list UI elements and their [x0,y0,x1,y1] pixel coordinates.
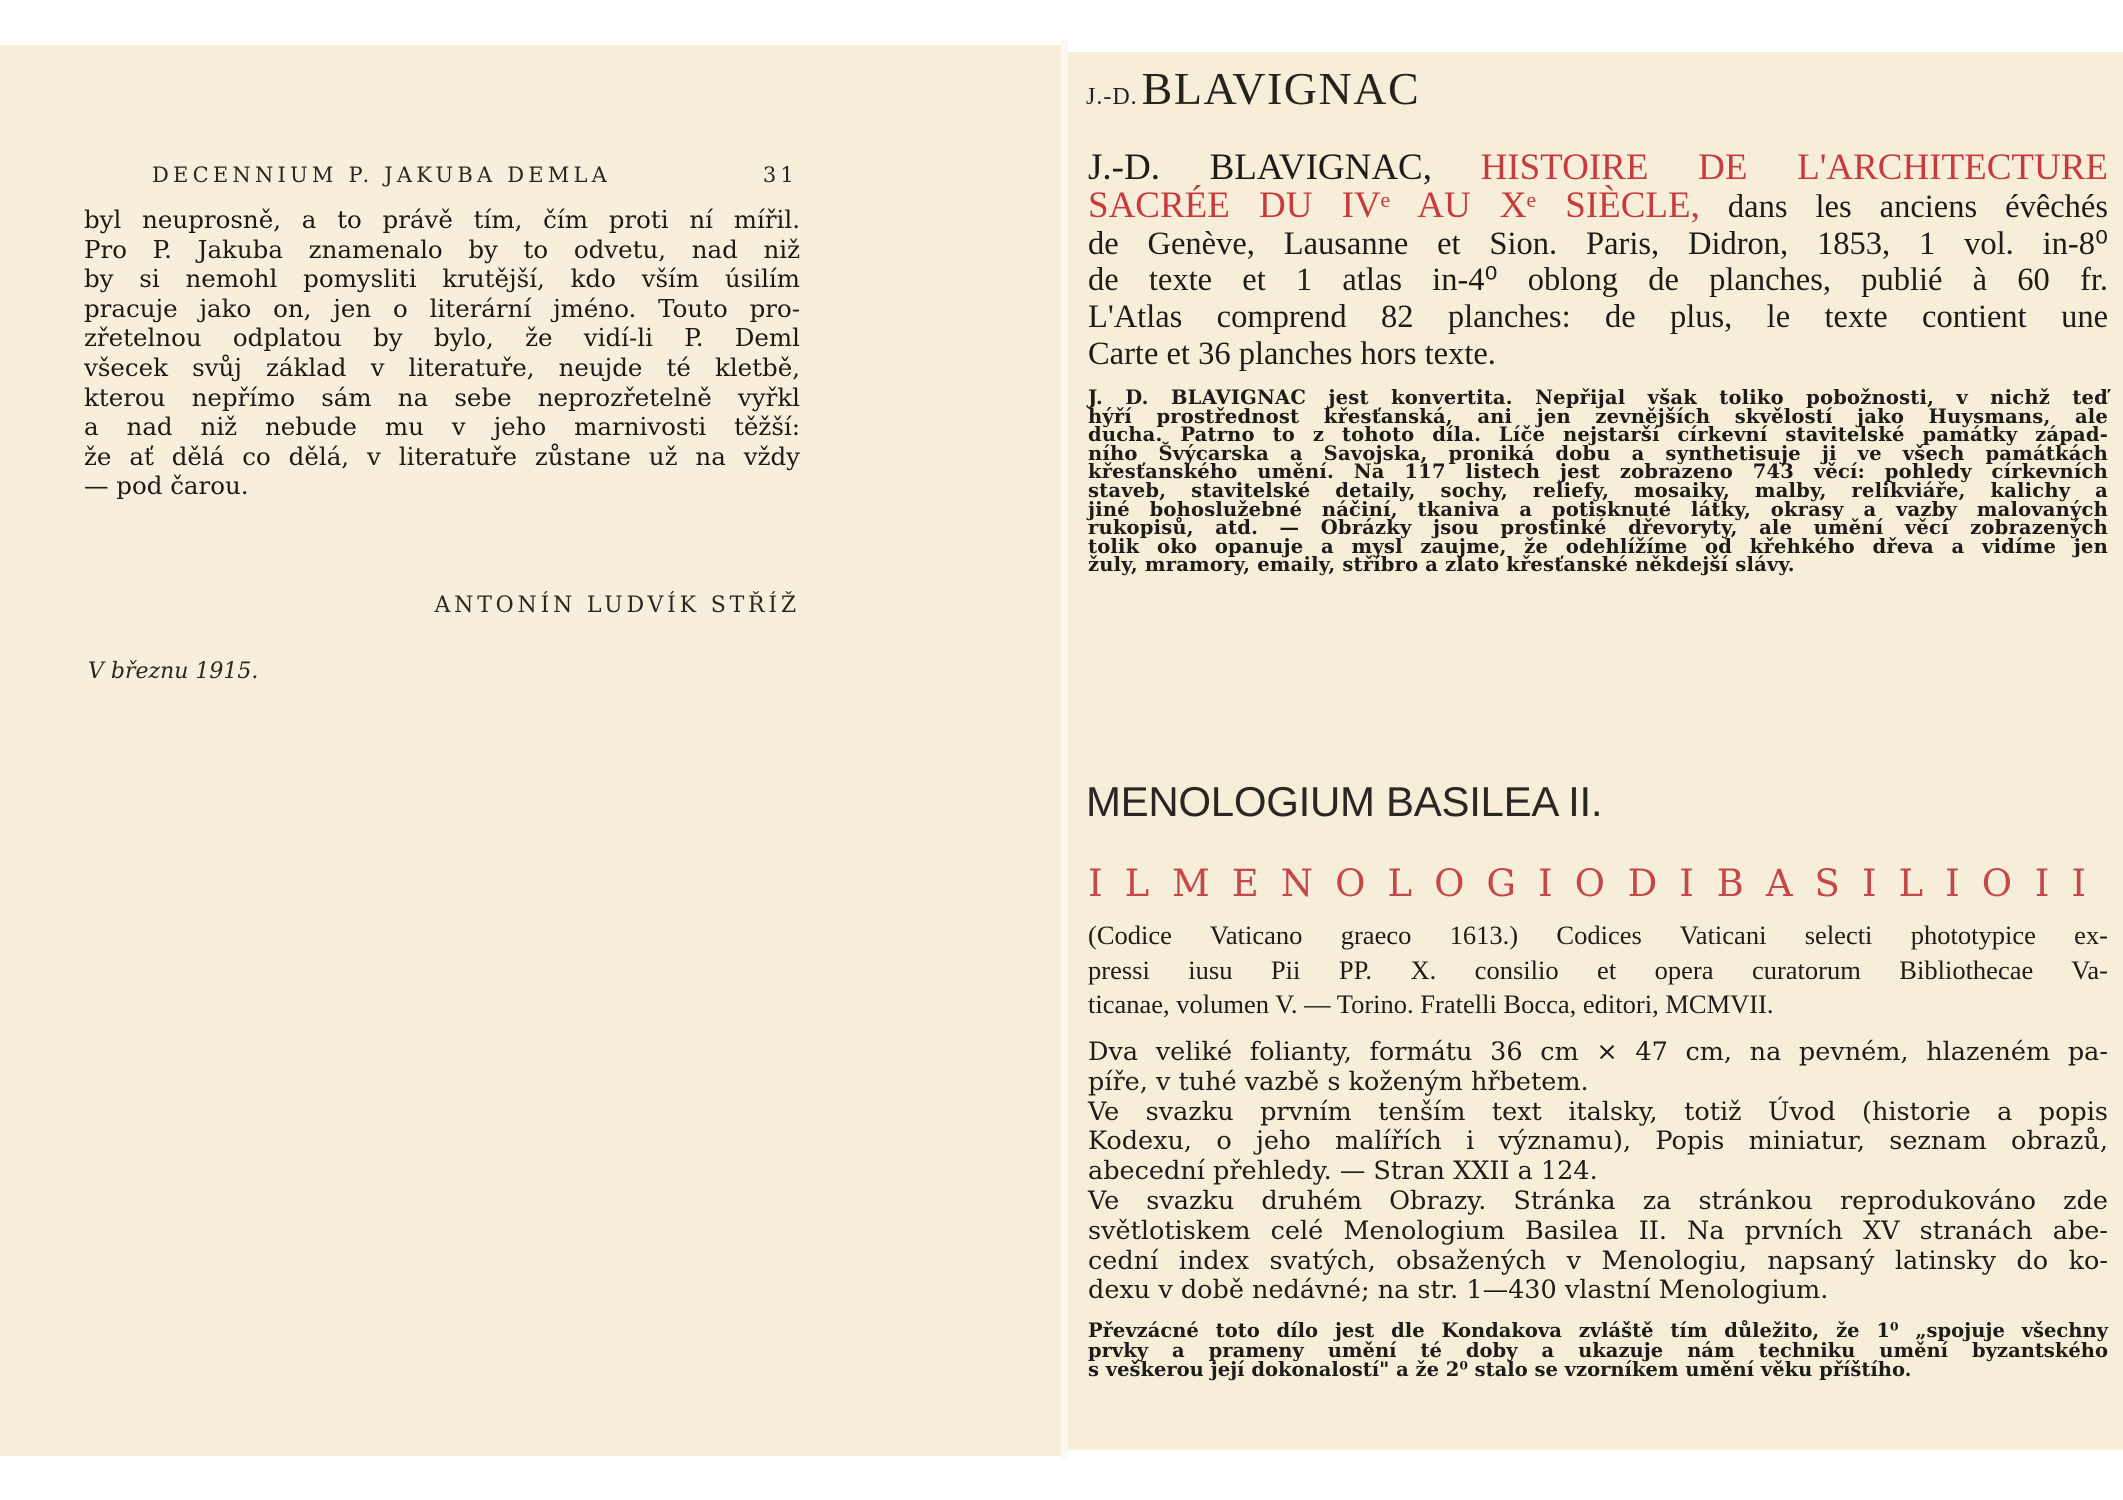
book-gutter [1061,40,1068,1460]
subtitle-word: II [2034,862,2108,905]
review-line: rukopisů, atd. — Obrázky jsou prostinké dřevoryty, ale umění věcí zobrazených [1088,516,2108,540]
text-line: byl neuprosně, a to právě tím, čím proti ní mířil. [84,205,800,234]
running-head [152,163,798,187]
desc-line: Dva veliké folianty, formátu 36 cm × 47 cm, na pevném, hlazeném pa- [1088,1037,2108,1067]
text-line: všecek svůj základ v literatuře, neujde té kletbě, [84,352,800,382]
menologium-entry [1088,918,2108,1022]
review-line: žuly, mramory, emaily, stříbro a zlato křesťanské někdejší slávy. [1088,553,1795,577]
entry-line: (Codice Vaticano graeco 1613.) Codices Vaticani selecti phototypice ex- [1088,920,2108,950]
review-line: J. D. BLAVIGNAC jest konvertita. Nepřijal však toliko pobožnosti, v nichž teď [1088,386,2108,409]
text-line: a nad niž nebude mu v jeho marnivosti těžší: [84,412,800,442]
text-line: že ať dělá co dělá, v literatuře zůstane už na vždy [84,441,800,471]
note-line: Převzácné toto dílo jest dle Kondakova zvláště tím důležito, že 1⁰ „spojuje všechny [1088,1319,2108,1342]
entry-line: de texte et 1 atlas in-4⁰ oblong de planches, publié à 60 fr. [1088,262,2108,299]
review-line: staveb, stavitelské detaily, sochy, reliefy, mosaiky, malby, relikviáře, kalichy a [1088,478,2108,502]
entry-text: dans les anciens évêchés [1727,188,2109,225]
menologium-note [1088,1321,2108,1380]
blavignac-entry [1088,147,2109,373]
subtitle-word: IL [1088,862,1172,905]
date-line: V březnu 1915. [88,659,259,684]
text-line: — pod čarou. [84,471,249,501]
desc-line: píře, v tuhé vazbě s koženým hřbetem. [1088,1066,1589,1097]
page-header [1086,62,1420,115]
subtitle-word: DI [1627,862,1716,905]
header-initials: J.-D. [1086,84,1138,110]
menologium-title: MENOLOGIUM BASILEA II. [1086,778,1603,825]
text-line: kterou nepřímo sám na sebe neprozřetelně vyřkl [84,382,800,412]
desc-line: Kodexu, o jeho malířích i významu), Popis miniatur, seznam obrazů, [1088,1126,2108,1157]
review-line: hýří prostřednost křesťanská, ani jen zevnějších skvělostí jako Huysmans, ale [1088,404,2108,428]
desc-line: Ve svazku druhém Obrazy. Stránka za stránkou reprodukováno zde [1088,1185,2108,1216]
desc-line: dexu v době nedávné; na str. 1—430 vlastní Menologium. [1088,1275,1829,1306]
desc-line: abecední přehledy. — Stran XXII a 124. [1088,1156,1598,1187]
desc-line: světlotiskem celé Menologium Basilea II. Na prvních XV stranách abe- [1088,1215,2108,1246]
review-line: jiné bohoslužebné náčiní, tkaniva a potisknuté látky, okrasy a vazby malovaných [1088,497,2108,521]
review-line: ducha. Patrno to z tohoto díla. Líče nejstarší církevní stavitelské památky západ- [1088,423,2108,447]
desc-line: cední index svatých, obsažených v Menologiu, napsaný latinsky do ko- [1088,1245,2108,1276]
text-line: pracuje jako on, jen o literární jméno. Touto pro- [84,293,800,323]
entry-line [1088,184,2109,226]
entry-line: Carte et 36 planches hors texte. [1088,335,1496,372]
desc-line: Ve svazku prvním tenším text italsky, totiž Úvod (historie a popis [1088,1096,2108,1127]
entry-line [1088,147,2108,188]
menologium-subtitle [1088,862,2108,905]
right-page [1068,52,2123,1450]
entry-line: ticanae, volumen V. — Torino. Fratelli Bocca, editori, MCMVII. [1088,989,1774,1019]
entry-line: pressi iusu Pii PP. X. consilio et opera curatorum Bibliothecae Va- [1088,954,2108,985]
entry-title-red: HISTOIRE DE L'ARCHITECTURE [1480,147,2108,188]
entry-line: L'Atlas comprend 82 planches: de plus, le texte contient une [1088,299,2108,336]
entry-author: J.-D. BLAVIGNAC, [1088,147,1432,188]
review-line: tolik oko opanuje a mysl zaujme, že odehlížíme od křehkého dřeva a vidíme jen [1088,534,2108,558]
left-page [0,45,1061,1456]
review-line: křesťanského umění. Na 117 listech jest zobrazeno 743 věcí: pohledy církevních [1088,460,2108,484]
header-name: BLAVIGNAC [1141,63,1421,114]
menologium-description [1088,1038,2108,1306]
entry-line: de Genève, Lausanne et Sion. Paris, Didron, 1853, 1 vol. in-8⁰ [1088,225,2108,262]
page-number: 31 [762,163,798,187]
subtitle-word: MENOLOGIO [1171,862,1627,905]
blavignac-review [1088,386,2108,577]
subtitle-word: BASILIO [1716,862,2035,905]
note-line: s veškerou její dokonalostí" a že 2⁰ stalo se vzorníkem umění věku příštího. [1088,1358,1912,1382]
author-signature: ANTONÍN LUDVÍK STŘÍŽ [434,593,800,618]
text-line: by si nemohl pomysliti krutější, kdo vším úsilím [84,264,800,294]
text-line: zřetelnou odplatou by bylo, že vidí-li P. Deml [84,323,800,353]
entry-title-red: SACRÉE DU IVᵉ AU Xᵉ SIÈCLE, [1088,184,1700,226]
review-line: ního Švýcarska a Savojska, proniká dobu a synthetisuje ji ve všech památkách [1088,441,2108,465]
note-line: prvky a prameny umění té doby a ukazuje nám techniku umění byzantského [1088,1338,2108,1362]
running-head-title: DECENNIUM P. JAKUBA DEMLA [152,163,611,187]
body-text [84,205,800,501]
text-line: Pro P. Jakuba znamenalo by to odvetu, nad niž [84,234,800,264]
